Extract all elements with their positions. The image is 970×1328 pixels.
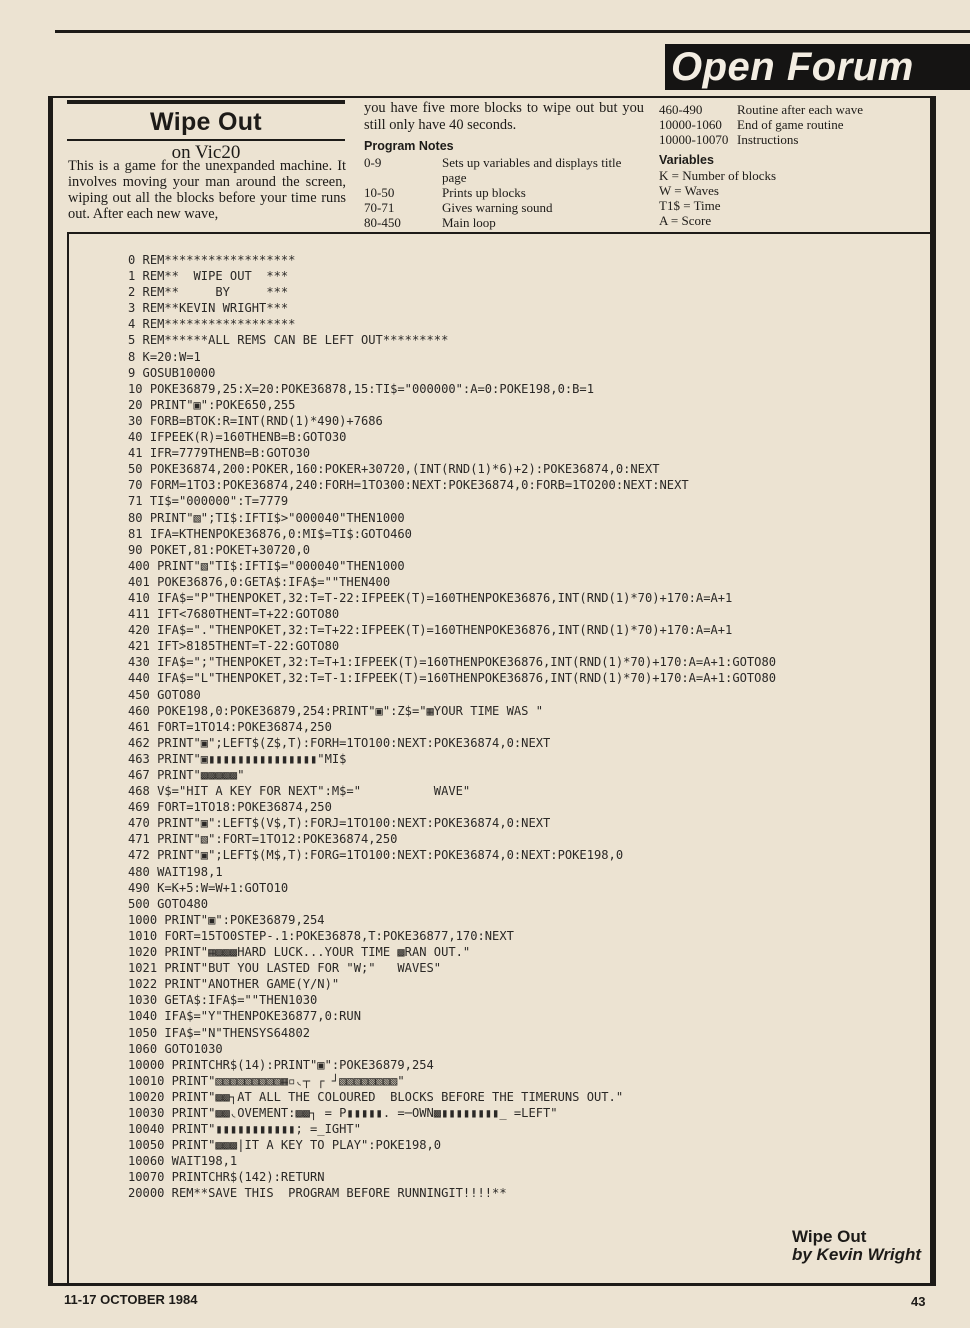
listing-line: 10040 PRINT"▮▮▮▮▮▮▮▮▮▮▮; =_IGHT" — [128, 1122, 361, 1137]
listing-line: 1010 FORT=15TO0STEP-.1:POKE36878,T:POKE36877,170:NEXT — [128, 928, 514, 943]
program-note-lines: 10000-10070 — [659, 132, 729, 147]
listing-line: 4 REM****************** — [128, 317, 296, 332]
listing-line: 470 PRINT"▣":LEFT$(V$,T):FORJ=1TO100:NEXT:POKE36874,0:NEXT — [128, 816, 551, 831]
listing-line: 450 GOTO80 — [128, 687, 201, 702]
listing-line: 420 IFA$="."THENPOKET,32:T=T+22:IFPEEK(T)=160THENPOKE36876,INT(RND(1)*70)+170:A=A+1 — [128, 623, 733, 638]
listing-line: 1020 PRINT"▦▩▩▩HARD LUCK...YOUR TIME ▩RAN OUT." — [128, 945, 471, 960]
listing-line: 1030 GETA$:IFA$=""THEN1030 — [128, 993, 318, 1008]
variable-equals: = — [679, 198, 694, 213]
program-note-row — [659, 117, 929, 132]
issue-date: 11-17 OCTOBER 1984 — [64, 1292, 198, 1307]
variable-name: W — [659, 183, 672, 198]
variable-desc: Number of blocks — [682, 168, 777, 183]
listing-line: 1040 IFA$="Y"THENPOKE36877,0:RUN — [128, 1009, 361, 1024]
listing-line: 500 GOTO480 — [128, 896, 209, 911]
listing-line: 20 PRINT"▣":POKE650,255 — [128, 397, 296, 412]
listing-line: 2 REM** BY *** — [128, 285, 289, 300]
program-note-lines: 80-450 — [364, 215, 401, 230]
program-note-row — [659, 132, 929, 147]
program-notes-heading: Program Notes — [364, 139, 454, 153]
variable-row — [659, 198, 929, 213]
page-number: 43 — [911, 1294, 926, 1309]
listing-line: 1050 IFA$="N"THENSYS64802 — [128, 1025, 311, 1040]
program-note-desc: Routine after each wave — [737, 102, 863, 117]
listing-line: 430 IFA$=";"THENPOKET,32:T=T+1:IFPEEK(T)=160THENPOKE36876,INT(RND(1)*70)+170:A=A+1:GOTO80 — [128, 655, 777, 670]
listing-line: 10030 PRINT"▩▩◟OVEMENT:▩▩┐ = P▮▮▮▮▮. =─OWN▩▮▮▮▮▮▮▮▮_ =LEFT" — [128, 1105, 558, 1120]
top-rule — [55, 30, 970, 33]
program-note-desc: End of game routine — [737, 117, 844, 132]
variables-list — [659, 168, 929, 228]
listing-line: 411 IFT<7680THENT=T+22:GOTO80 — [128, 607, 340, 622]
article-column-2 — [364, 100, 644, 230]
variable-row — [659, 183, 929, 198]
listing-line: 1022 PRINT"ANOTHER GAME(Y/N)" — [128, 977, 340, 992]
variable-name: T1$ — [659, 198, 680, 213]
program-note-lines: 10-50 — [364, 185, 395, 200]
listing-line: 400 PRINT"▧"TI$:IFTI$="000040"THEN1000 — [128, 558, 405, 573]
listing-line: 8 K=20:W=1 — [128, 349, 201, 364]
variable-desc: Time — [693, 198, 721, 213]
program-notes-list-continued — [659, 102, 929, 147]
listing-line: 467 PRINT"▩▩▩▩▩" — [128, 768, 245, 782]
article-column-3 — [659, 102, 929, 228]
listing-line: 3 REM**KEVIN WRIGHT*** — [128, 301, 289, 316]
listing-line: 50 POKE36874,200:POKER,160:POKER+30720,(INT(RND(1)*6)+2):POKE36874,0:NEXT — [128, 462, 660, 477]
program-note-lines: 0-9 — [364, 155, 382, 170]
listing-line: 81 IFA=KTHENPOKE36876,0:MI$=TI$:GOTO460 — [128, 526, 412, 541]
listing-line: 469 FORT=1TO18:POKE36874,250 — [128, 800, 332, 815]
listing-line: 440 IFA$="L"THENPOKET,32:T=T-1:IFPEEK(T)=160THENPOKE36876,INT(RND(1)*70)+170:A=A+1:GOTO80 — [128, 671, 777, 686]
variable-name: A — [659, 213, 668, 228]
program-note-desc: Instructions — [737, 132, 799, 147]
byline-title: Wipe Out — [792, 1227, 867, 1246]
title-rule-thick — [67, 100, 345, 104]
article-subtitle: on Vic20 — [171, 142, 241, 163]
listing-byline — [792, 1228, 921, 1264]
listing-line: 0 REM****************** — [128, 253, 296, 267]
listing-line: 421 IFT>8185THENT=T-22:GOTO80 — [128, 639, 340, 654]
listing-line: 462 PRINT"▣";LEFT$(Z$,T):FORH=1TO100:NEXT:POKE36874,0:NEXT — [128, 735, 551, 750]
listing-line: 40 IFPEEK(R)=160THENB=B:GOTO30 — [128, 430, 347, 445]
listing-line: 1 REM** WIPE OUT *** — [128, 269, 289, 284]
title-rule-thin — [67, 139, 345, 141]
listing-line: 1060 GOTO1030 — [128, 1041, 223, 1056]
variable-row — [659, 168, 929, 183]
program-note-row — [364, 155, 644, 185]
byline-author: by Kevin Wright — [792, 1245, 922, 1264]
variable-equals: = — [668, 168, 683, 183]
listing-line: 10010 PRINT"▧▧▧▧▧▧▧▧▧▦▫◟┬ ┌ ┘▧▧▧▧▧▧▧▧" — [128, 1073, 405, 1088]
program-notes-list — [364, 155, 644, 230]
listing-line: 490 K=K+5:W=W+1:GOTO10 — [128, 880, 289, 895]
listing-line: 20000 REM**SAVE THIS PROGRAM BEFORE RUNNINGIT!!!!** — [128, 1186, 507, 1201]
program-note-lines: 70-71 — [364, 200, 395, 215]
listing-line: 41 IFR=7779THENB=B:GOTO30 — [128, 446, 311, 461]
listing-line: 468 V$="HIT A KEY FOR NEXT":M$=" WAVE" — [128, 784, 471, 799]
listing-line: 10020 PRINT"▩▩┐AT ALL THE COLOURED BLOCKS BEFORE THE TIMERUNS OUT." — [128, 1089, 624, 1104]
listing-line: 30 FORB=BTOK:R=INT(RND(1)*490)+7686 — [128, 413, 383, 428]
program-note-row — [364, 185, 644, 200]
variables-heading: Variables — [659, 153, 714, 167]
listing-line: 10000 PRINTCHR$(14):PRINT"▣":POKE36879,254 — [128, 1057, 434, 1072]
article-title: Wipe Out — [150, 108, 262, 136]
listing-line: 10050 PRINT"▩▩▩|IT A KEY TO PLAY":POKE198,0 — [128, 1138, 442, 1153]
listing-line: 70 FORM=1TO3:POKE36874,240:FORH=1TO300:NEXT:POKE36874,0:FORB=1TO200:NEXT:NEXT — [128, 478, 689, 493]
program-note-desc: Sets up variables and displays title page — [442, 155, 622, 185]
program-note-lines: 460-490 — [659, 102, 703, 117]
listing-line: 463 PRINT"▣▮▮▮▮▮▮▮▮▮▮▮▮▮▮▮"MI$ — [128, 751, 347, 766]
listing-line: 471 PRINT"▧":FORT=1TO12:POKE36874,250 — [128, 832, 398, 847]
listing-line: 1021 PRINT"BUT YOU LASTED FOR "W;" WAVES" — [128, 961, 442, 976]
listing-line: 9 GOSUB10000 — [128, 365, 216, 380]
listing-line: 10070 PRINTCHR$(142):RETURN — [128, 1170, 325, 1185]
program-note-row — [659, 102, 929, 117]
program-note-desc: Prints up blocks — [442, 185, 526, 200]
article-continuation: you have five more blocks to wipe out but you still only have 40 seconds. — [364, 100, 644, 133]
section-banner: Open Forum — [665, 44, 970, 90]
variable-desc: Waves — [684, 183, 719, 198]
program-listing — [128, 252, 918, 1202]
variable-equals: = — [671, 183, 685, 198]
listing-line: 10 POKE36879,25:X=20:POKE36878,15:TI$="000000":A=0:POKE198,0:B=1 — [128, 381, 594, 396]
listing-line: 5 REM******ALL REMS CAN BE LEFT OUT********* — [128, 333, 449, 348]
variable-row — [659, 213, 929, 228]
frame-top-border — [48, 96, 936, 98]
listing-line: 460 POKE198,0:POKE36879,254:PRINT"▣":Z$="▦YOUR TIME WAS " — [128, 703, 544, 718]
listing-line: 1000 PRINT"▣":POKE36879,254 — [128, 912, 325, 927]
listing-line: 71 TI$="000000":T=7779 — [128, 494, 289, 509]
variable-equals: = — [667, 213, 682, 228]
program-note-row — [364, 200, 644, 215]
listing-line: 410 IFA$="P"THENPOKET,32:T=T-22:IFPEEK(T)=160THENPOKE36876,INT(RND(1)*70)+170:A=A+1 — [128, 590, 733, 605]
program-note-row — [364, 215, 644, 230]
listing-line: 80 PRINT"▧";TI$:IFTI$>"000040"THEN1000 — [128, 510, 405, 525]
variable-desc: Score — [681, 213, 712, 228]
program-note-lines: 10000-1060 — [659, 117, 722, 132]
article-title-block — [67, 100, 345, 164]
frame-left-border — [48, 96, 53, 1286]
article-intro: This is a game for the unexpanded machine. It involves moving your man around the screen, wiping out all the blocks before your time runs out. After each new wave, — [68, 158, 346, 222]
variable-name: K — [659, 168, 669, 183]
listing-line: 461 FORT=1TO14:POKE36874,250 — [128, 719, 332, 734]
listing-line: 90 POKET,81:POKET+30720,0 — [128, 542, 311, 557]
listing-line: 472 PRINT"▣";LEFT$(M$,T):FORG=1TO100:NEXT:POKE36874,0:NEXT:POKE198,0 — [128, 848, 624, 863]
listing-line: 10060 WAIT198,1 — [128, 1154, 238, 1169]
program-note-desc: Main loop — [442, 215, 496, 230]
listing-line: 480 WAIT198,1 — [128, 864, 223, 879]
program-note-desc: Gives warning sound — [442, 200, 553, 215]
listing-line: 401 POKE36876,0:GETA$:IFA$=""THEN400 — [128, 574, 391, 589]
